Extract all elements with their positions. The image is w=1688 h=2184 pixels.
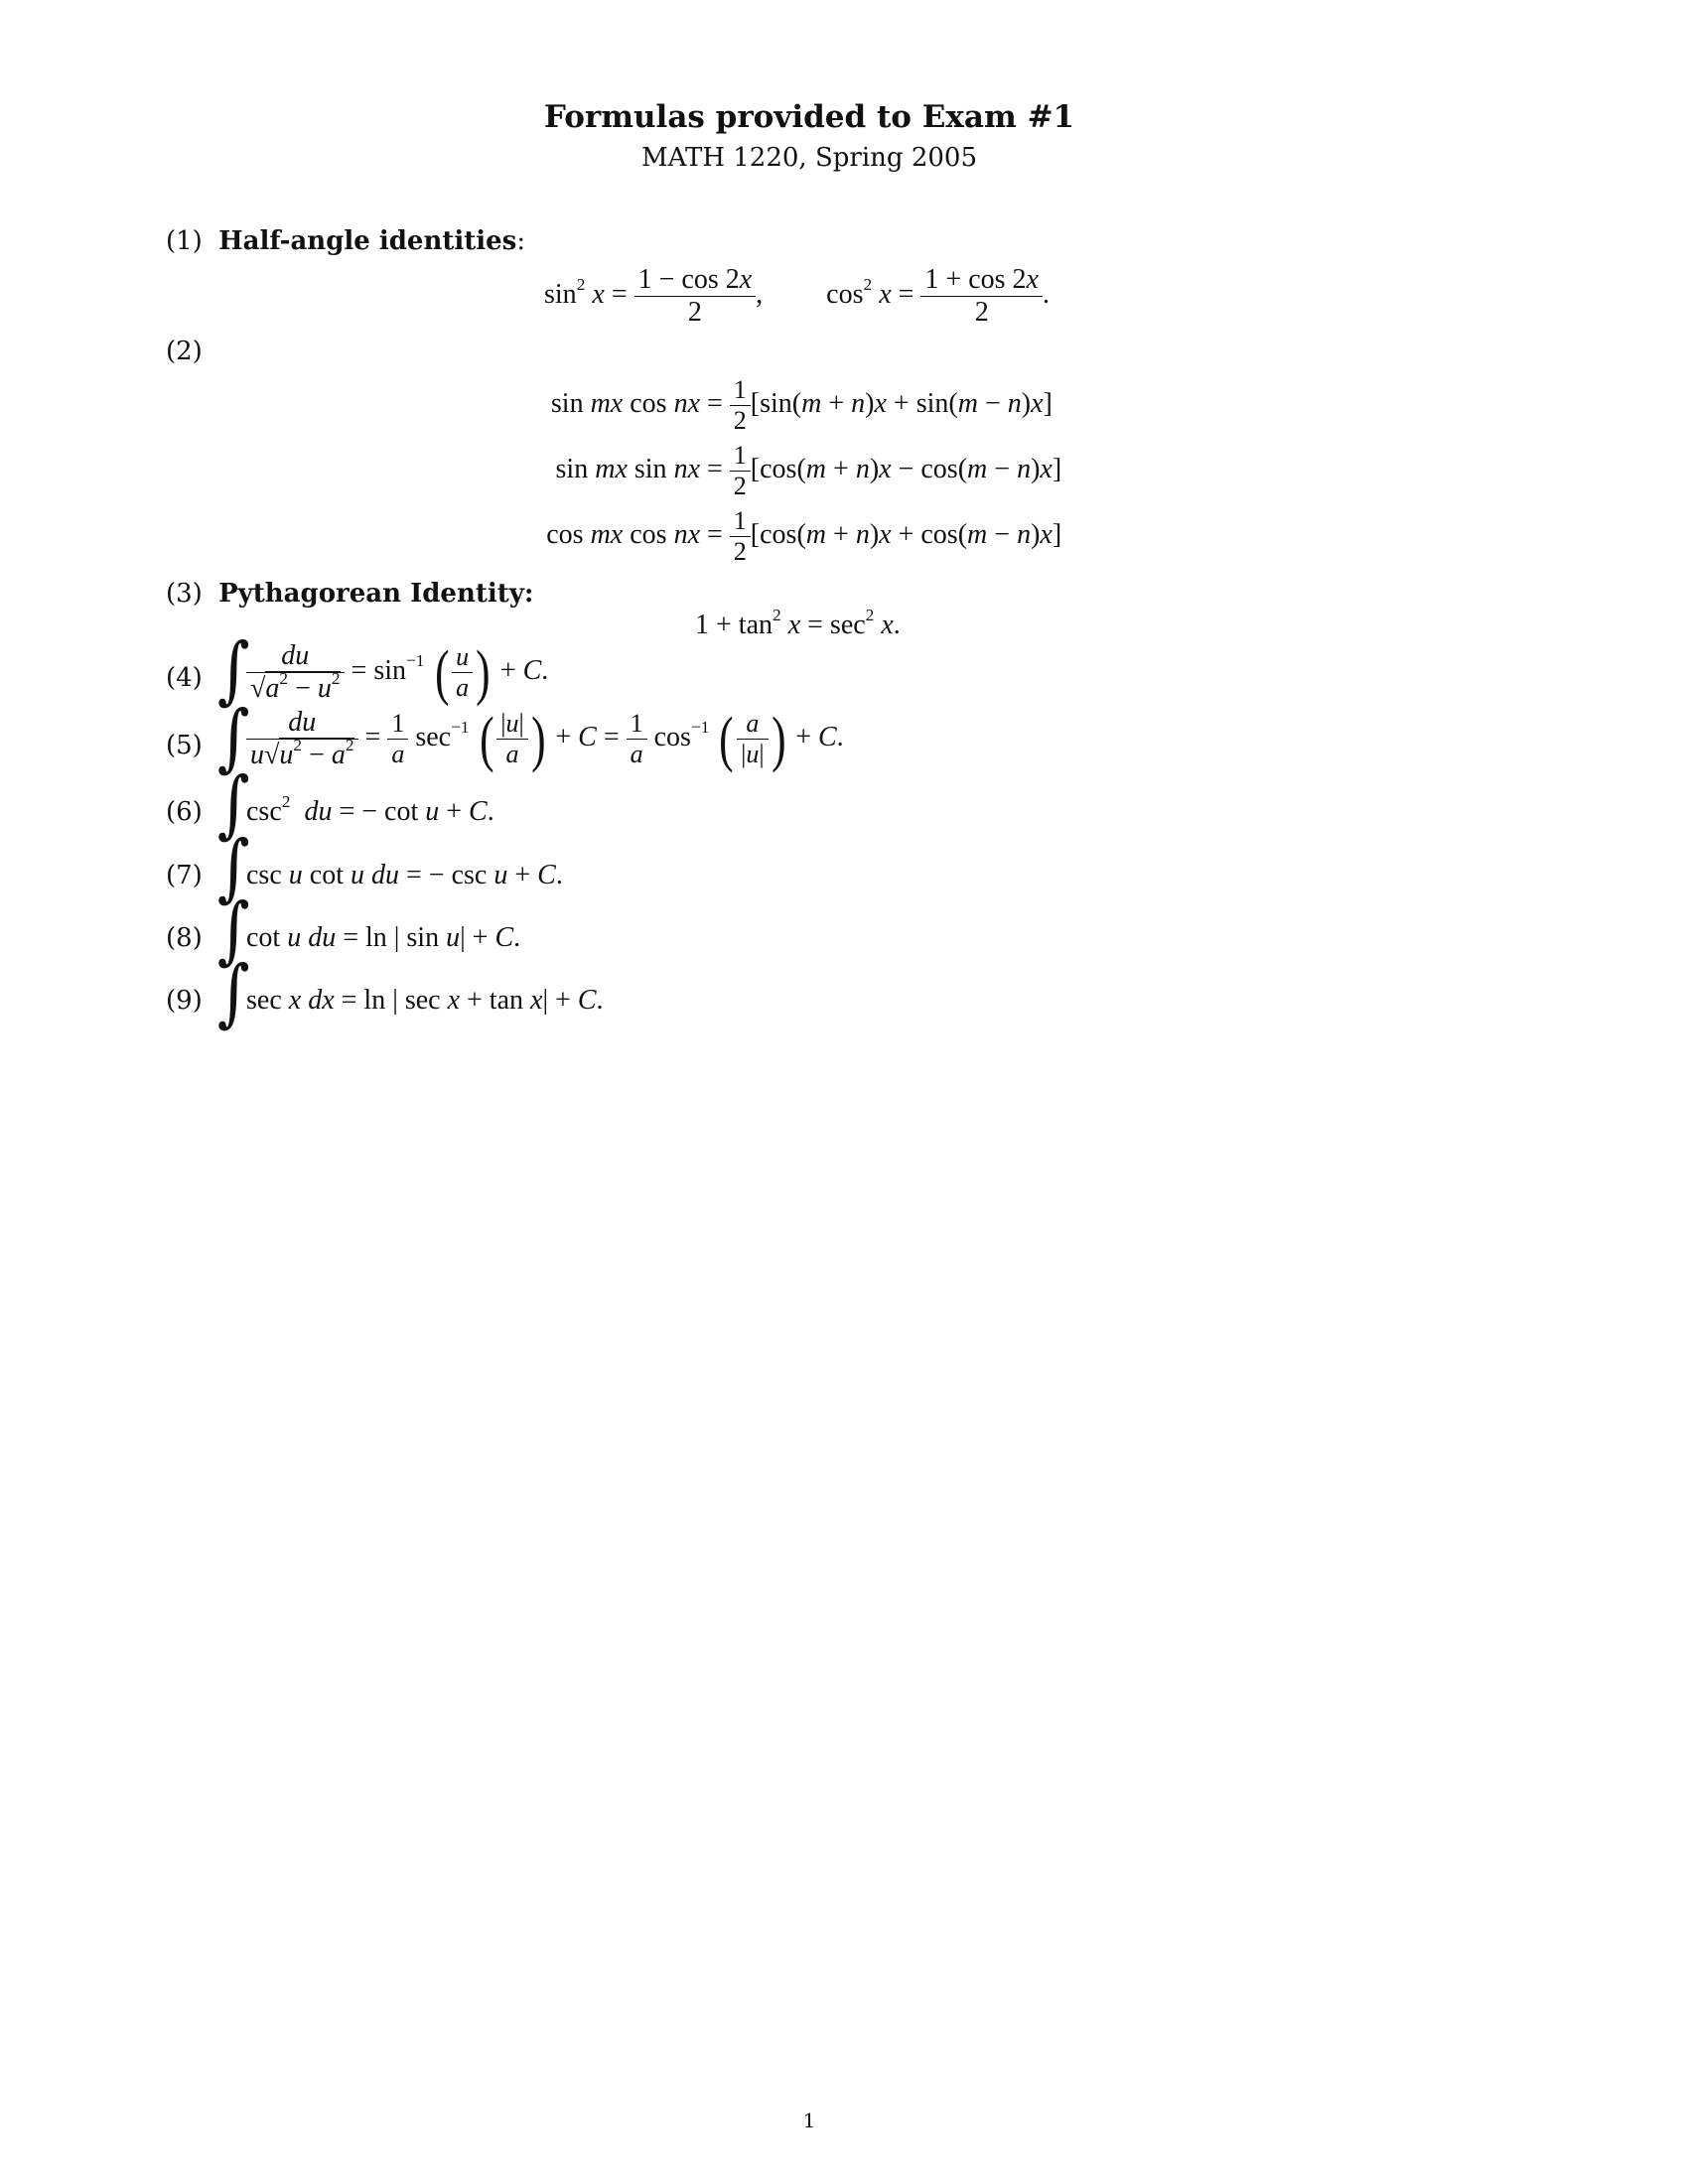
product-to-sum-2: sin mx sin nx = $\frac{1}{2}$ [cos(m + n)x − cos(m − n)x] (555, 441, 1062, 500)
item-4-number: (4) (166, 663, 203, 693)
item-3-heading: Pythagorean Identity: (218, 579, 534, 609)
pythagorean-formula: $1 + \tan^2 x = \sec^2 x$. (695, 605, 901, 640)
integral-sign-5: ∫ (216, 695, 250, 780)
item-3-label (166, 579, 533, 609)
integral-sign-4: ∫ (216, 627, 250, 713)
item-1-colon: : (516, 226, 526, 256)
item-3-number: (3) (166, 579, 203, 609)
integral-sign-9: ∫ (216, 950, 250, 1035)
item-8-number: (8) (166, 923, 203, 953)
item-1-heading: Half-angle identities (218, 226, 517, 256)
formula-4: $\frac{du}{√a^2 - u^2}$ = $\sin^{-1}$ ( $\frac{u}{a}$ ) + C. (246, 640, 548, 705)
item-6-number: (6) (166, 797, 203, 827)
page-number: 1 (802, 2109, 816, 2132)
formula-9: sec x dx = ln | sec x + tan x| + C. (246, 985, 604, 1016)
half-angle-formulas: $\sin^2 x$ = $\frac{1 - \cos 2x}{2}$ , $\cos^2 x$ = $\frac{1 + \cos 2x}{2}$ . (544, 264, 1050, 328)
formula-5: $\frac{du}{u√u^2 - a^2}$ = $\frac{1}{a}$ $\sec^{-1}$ ( $\frac{|u|}{a}$ ) + C = $\frac{1}{a}$ $\cos^{-1}$ ( $\frac{a}{|u|}$ ) + C. (246, 707, 844, 771)
integral-sign-7: ∫ (216, 825, 250, 910)
item-9-number: (9) (166, 986, 203, 1016)
formula-7: csc u cot u du = − csc u + C. (246, 860, 563, 890)
integral-sign-8: ∫ (216, 887, 250, 973)
item-5-number: (5) (166, 731, 203, 760)
formula-8: cot u du = ln | sin u| + C. (246, 922, 521, 953)
integral-sign-6: ∫ (216, 761, 250, 847)
item-2-number: (2) (166, 337, 203, 366)
product-to-sum-1: sin mx cos nx = $\frac{1}{2}$ [sin(m + n)x + sin(m − n)x] (550, 375, 1053, 435)
item-1-label (166, 226, 525, 256)
item-1-number: (1) (166, 226, 203, 256)
page-title: Formulas provided to Exam #1 (543, 99, 1075, 135)
item-7-number: (7) (166, 861, 203, 890)
formula-6: $\csc^2$ du = − cot u + C. (246, 791, 494, 827)
page-subtitle: MATH 1220, Spring 2005 (641, 143, 977, 173)
product-to-sum-3: cos mx cos nx = $\frac{1}{2}$ [cos(m + n)x + cos(m − n)x] (546, 506, 1062, 566)
